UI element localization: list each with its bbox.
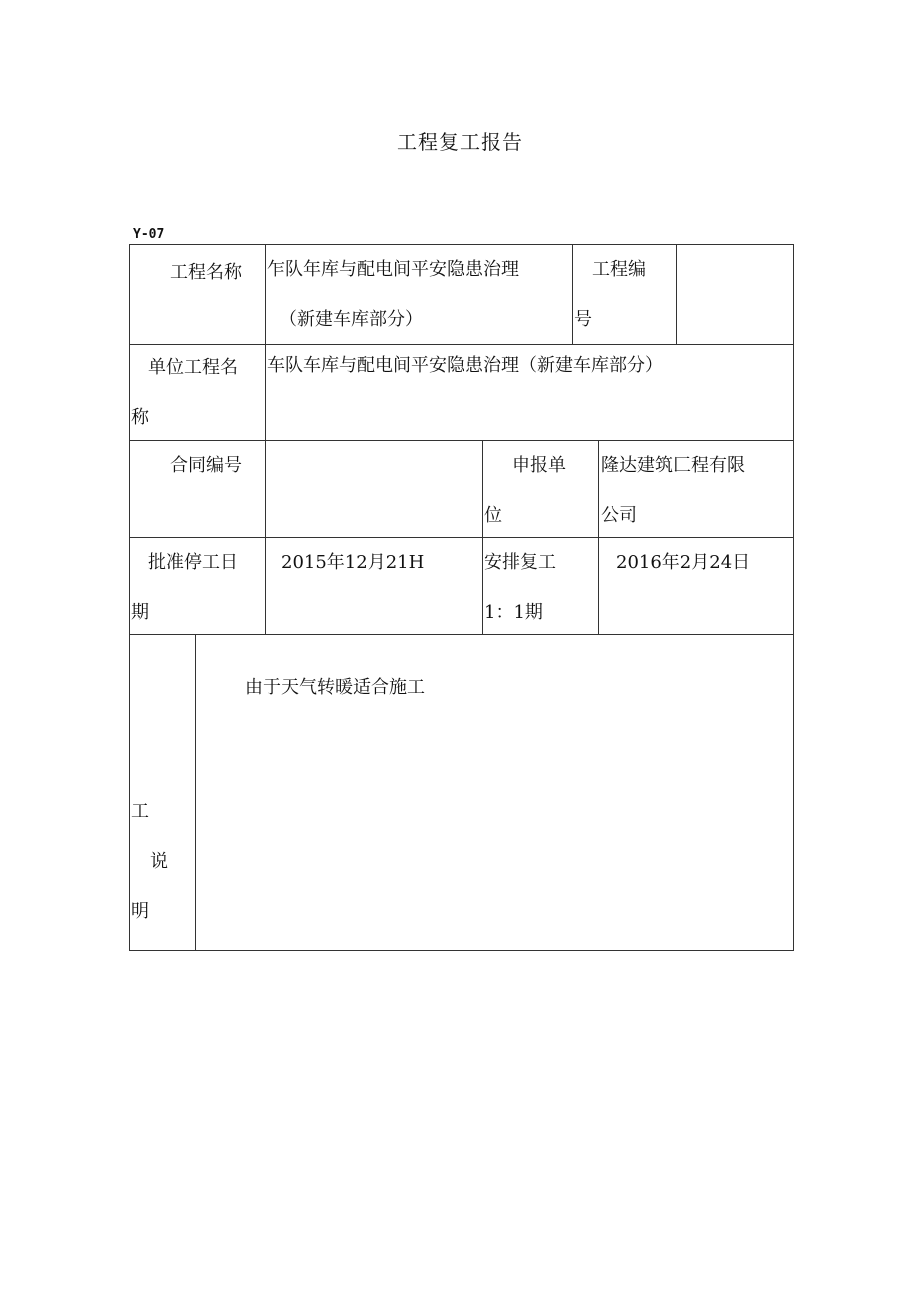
row-divider [130, 537, 793, 538]
form-code: Y-07 [133, 227, 165, 242]
project-name-label: 工程名称 [170, 262, 242, 283]
resume-explanation-label-line1: 工 [131, 801, 149, 822]
column-divider [572, 245, 573, 344]
approved-stop-date-value: 2015年12月21H [281, 552, 425, 573]
reporting-unit-value-line1: 隆达建筑匚程有限 [601, 455, 745, 476]
resume-explanation-label-line3: 明 [131, 901, 149, 922]
resume-report-form [129, 244, 794, 951]
unit-project-name-label-line1: 单位工程名 [148, 357, 238, 378]
column-divider [265, 245, 266, 634]
project-name-value-line2: （新建车库部分） [279, 309, 423, 330]
project-number-label-line1: 工程编 [592, 259, 646, 280]
column-divider [195, 634, 196, 950]
row-divider [130, 344, 793, 345]
column-divider [676, 245, 677, 344]
approved-stop-date-label-line2: 期 [131, 602, 149, 623]
unit-project-name-value: 车队车库与配电间平安隐患治理（新建车库部分） [267, 355, 663, 376]
row-divider [130, 634, 793, 635]
resume-explanation-label-line2: 说 [150, 851, 168, 872]
column-divider [482, 440, 483, 634]
row-divider [130, 440, 793, 441]
column-divider [598, 440, 599, 634]
reporting-unit-label-line1: 申报单 [512, 455, 566, 476]
page-title: 工程复工报告 [397, 130, 523, 154]
scheduled-resume-date-label-line1: 安排复工 [484, 552, 556, 573]
contract-number-label: 合同编号 [170, 455, 242, 476]
scheduled-resume-date-value: 2016年2月24日 [616, 552, 751, 573]
reporting-unit-label-line2: 位 [484, 505, 502, 526]
reporting-unit-value-line2: 公司 [601, 505, 637, 526]
project-name-value-line1: 乍队年库与配电间平安隐患治理 [267, 259, 519, 280]
scheduled-resume-date-label-line2: 1：1期 [484, 602, 543, 623]
approved-stop-date-label-line1: 批准停工日 [148, 552, 238, 573]
project-number-label-line2: 号 [574, 309, 592, 330]
resume-explanation-value: 由于天气转暖适合施工 [245, 677, 425, 698]
unit-project-name-label-line2: 称 [131, 407, 149, 428]
